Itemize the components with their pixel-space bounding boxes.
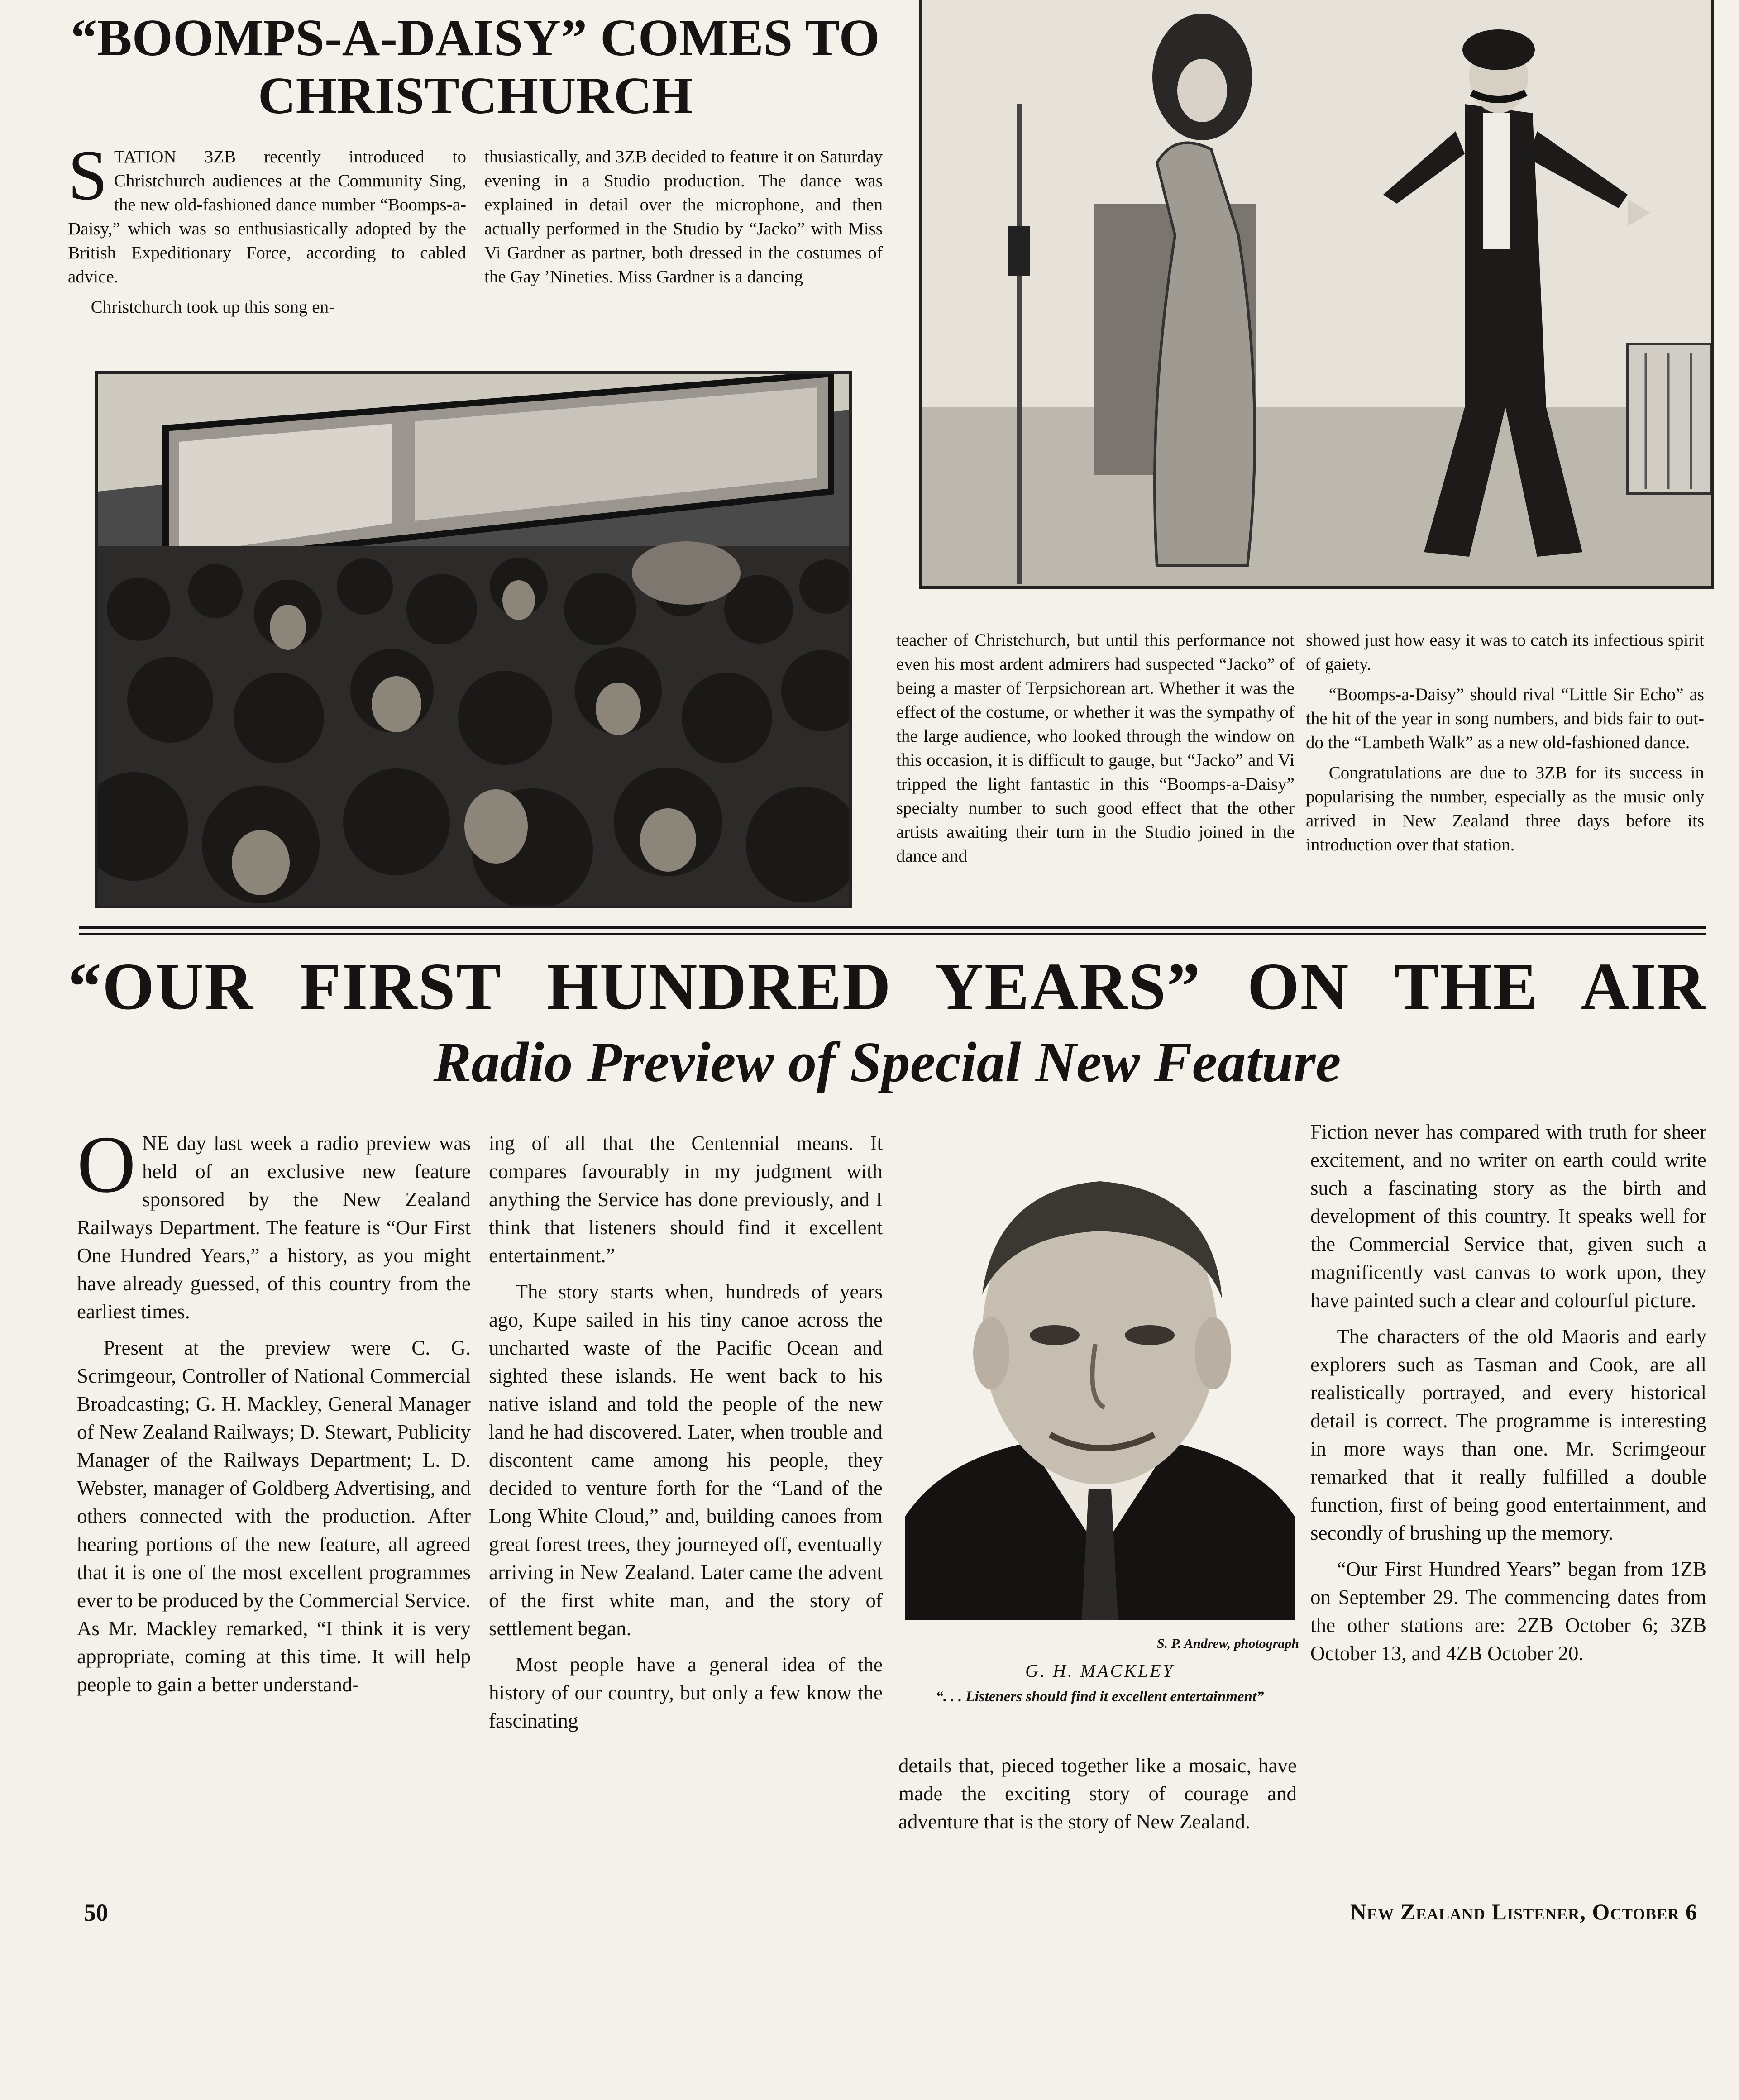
article1-headline-line2: CHRISTCHURCH (258, 67, 693, 125)
crowd-photo-illustration (98, 374, 849, 906)
article1-column-3 (896, 628, 1295, 874)
caption-name: G. H. MACKLEY (1025, 1661, 1175, 1681)
article1-col4-paragraph-1: showed just how easy it was to catch its infectious spirit of gaiety. (1306, 630, 1704, 674)
studio-dance-photo-illustration (922, 0, 1711, 586)
publication-footer: New Zealand Listener, October 6 (1350, 1899, 1697, 1924)
mackley-portrait-illustration (905, 1145, 1295, 1620)
article2-col1-paragraph-1: NE day last week a radio preview was held of an exclusive new feature sponsored by the New Zealand Railways Department. The feature is “Our First One Hundred Years,” a history, as you might have already guessed, of this country from the earliest times. (77, 1132, 471, 1323)
mackley-portrait (905, 1145, 1295, 1620)
article1-headline (59, 9, 892, 125)
article2-column-2 (489, 1129, 883, 1743)
page-number: 50 (84, 1899, 108, 1926)
section-divider-bottom (79, 933, 1706, 935)
article2-dropcap: O (77, 1119, 136, 1209)
article2-col3-paragraph-1: details that, pieced together like a mosaic, have made the exciting story of courage and adventure that is the story of New Zealand. (898, 1754, 1297, 1833)
article1-dropcap: S (68, 136, 108, 215)
article2-subheadline: Radio Preview of Special New Feature (433, 1031, 1341, 1094)
article1-column-1 (68, 136, 466, 325)
article2-col2-paragraph-1: ing of all that the Centennial means. It compares favourably in my judgment with anything the Service has done previously, and I think that listeners should find it excellent entertainment.” (489, 1132, 883, 1267)
article1-column-4 (1306, 628, 1704, 863)
article1-col1-paragraph-2: Christchurch took up this song en- (91, 297, 335, 317)
article1-col4-paragraph-3: Congratulations are due to 3ZB for its success in popularising the number, especially as the music only arrived in New Zealand three days before its introduction over that station. (1306, 763, 1704, 854)
article2-headline: “OUR FIRST HUNDRED YEARS” ON THE AIR (68, 950, 1706, 1024)
article2-column-3 (898, 1752, 1297, 1844)
studio-dance-photo (919, 0, 1714, 589)
article2-col2-paragraph-2: The story starts when, hundreds of years ago, Kupe sailed in his tiny canoe across the uncharted waste of the Pacific Ocean and sighted these islands. He went back to his native island and told the people of the new land he had discovered. Later, when trouble and discontent came among his people, they decided to venture forth for the “Land of the Long White Cloud,” and, building canoes from great forest trees, they journeyed off, eventually arriving in New Zealand. Later came the advent of the first white man, and the story of settlement began. (489, 1280, 883, 1640)
article2-col4-paragraph-3: “Our First Hundred Years” began from 1ZB on September 29. The commencing dates from the other stations are: 2ZB October 6; 3ZB October 13, and 4ZB October 20. (1310, 1558, 1706, 1665)
article1-headline-line1: “BOOMPS-A-DAISY” COMES TO (71, 9, 880, 67)
article1-col1-paragraph-1: TATION 3ZB recently introduced to Christchurch audiences at the Community Sing, the new old-fashioned dance number “Boomps-a-Daisy,” which was so enthusiastically adopted by the British Expeditionary Force, according to cabled advice. (68, 147, 466, 286)
article2-col4-paragraph-2: The characters of the old Maoris and early explorers such as Tasman and Cook, are all realistically portrayed, and every historical detail is correct. The programme is interesting in more ways than one. Mr. Scrimgeour remarked that it really fulfilled a double function, first of being good entertainment, and secondly of brushing up the memory. (1310, 1325, 1706, 1544)
photo-credit: S. P. Andrew, photograph (1157, 1636, 1299, 1651)
article2-col2-paragraph-3: Most people have a general idea of the history of our country, but only a few know the fascinating (489, 1653, 883, 1732)
article1-col4-paragraph-2: “Boomps-a-Daisy” should rival “Little Sir Echo” as the hit of the year in song numbers, and bids fair to out-do the “Lambeth Walk” as a new old-fashioned dance. (1306, 685, 1704, 752)
article2-col1-paragraph-2: Present at the preview were C. G. Scrimgeour, Controller of National Commercial Broadcasting; G. H. Mackley, General Manager of New Zealand Railways; D. Stewart, Publicity Manager of the Railways Department; L. D. Webster, manager of Goldberg Advertising, and others connected with the production. After hearing portions of the new feature, all agreed that it is one of the most excellent programmes ever to be produced by the Commercial Service. As Mr. Mackley remarked, “I think it is very appropriate, coming at this time. It will help people to gain a better understand- (77, 1336, 471, 1696)
article2-column-1 (77, 1119, 471, 1707)
article1-col3-paragraph-1: teacher of Christchurch, but until this performance not even his most ardent admirers had suspected “Jacko” of being a master of Terpsichorean art. Whether it was the effect of the costume, or whether it was the sympathy of the large audience, who looked through the window on this occasion, it is difficult to gauge, but “Jacko” and Vi tripped the light fantastic in this “Boomps-a-Daisy” specialty number to such good effect that the other artists awaiting their turn in the Studio joined in the dance and (896, 630, 1295, 866)
section-divider-top (79, 926, 1706, 929)
crowd-photo (95, 371, 852, 908)
article1-col2-paragraph-1: thusiastically, and 3ZB decided to feature it on Saturday evening in a Studio production. The dance was explained in detail over the microphone, and then actually performed in the Studio by “Jacko” with Miss Vi Gardner as partner, both dressed in the costumes of the Gay ’Nineties. Miss Gardner is a dancing (484, 147, 883, 286)
caption-quote: “. . . Listeners should find it excellent entertainment” (936, 1689, 1264, 1705)
article2-column-4 (1310, 1118, 1706, 1675)
article1-column-2 (484, 145, 883, 295)
article2-col4-paragraph-1: Fiction never has compared with truth for sheer excitement, and no writer on earth could write such a fascinating story as the birth and development of this country. It speaks well for the Commercial Service that, given such a magnificently vast canvas to work upon, they have painted such a clear and colourful picture. (1310, 1121, 1706, 1312)
